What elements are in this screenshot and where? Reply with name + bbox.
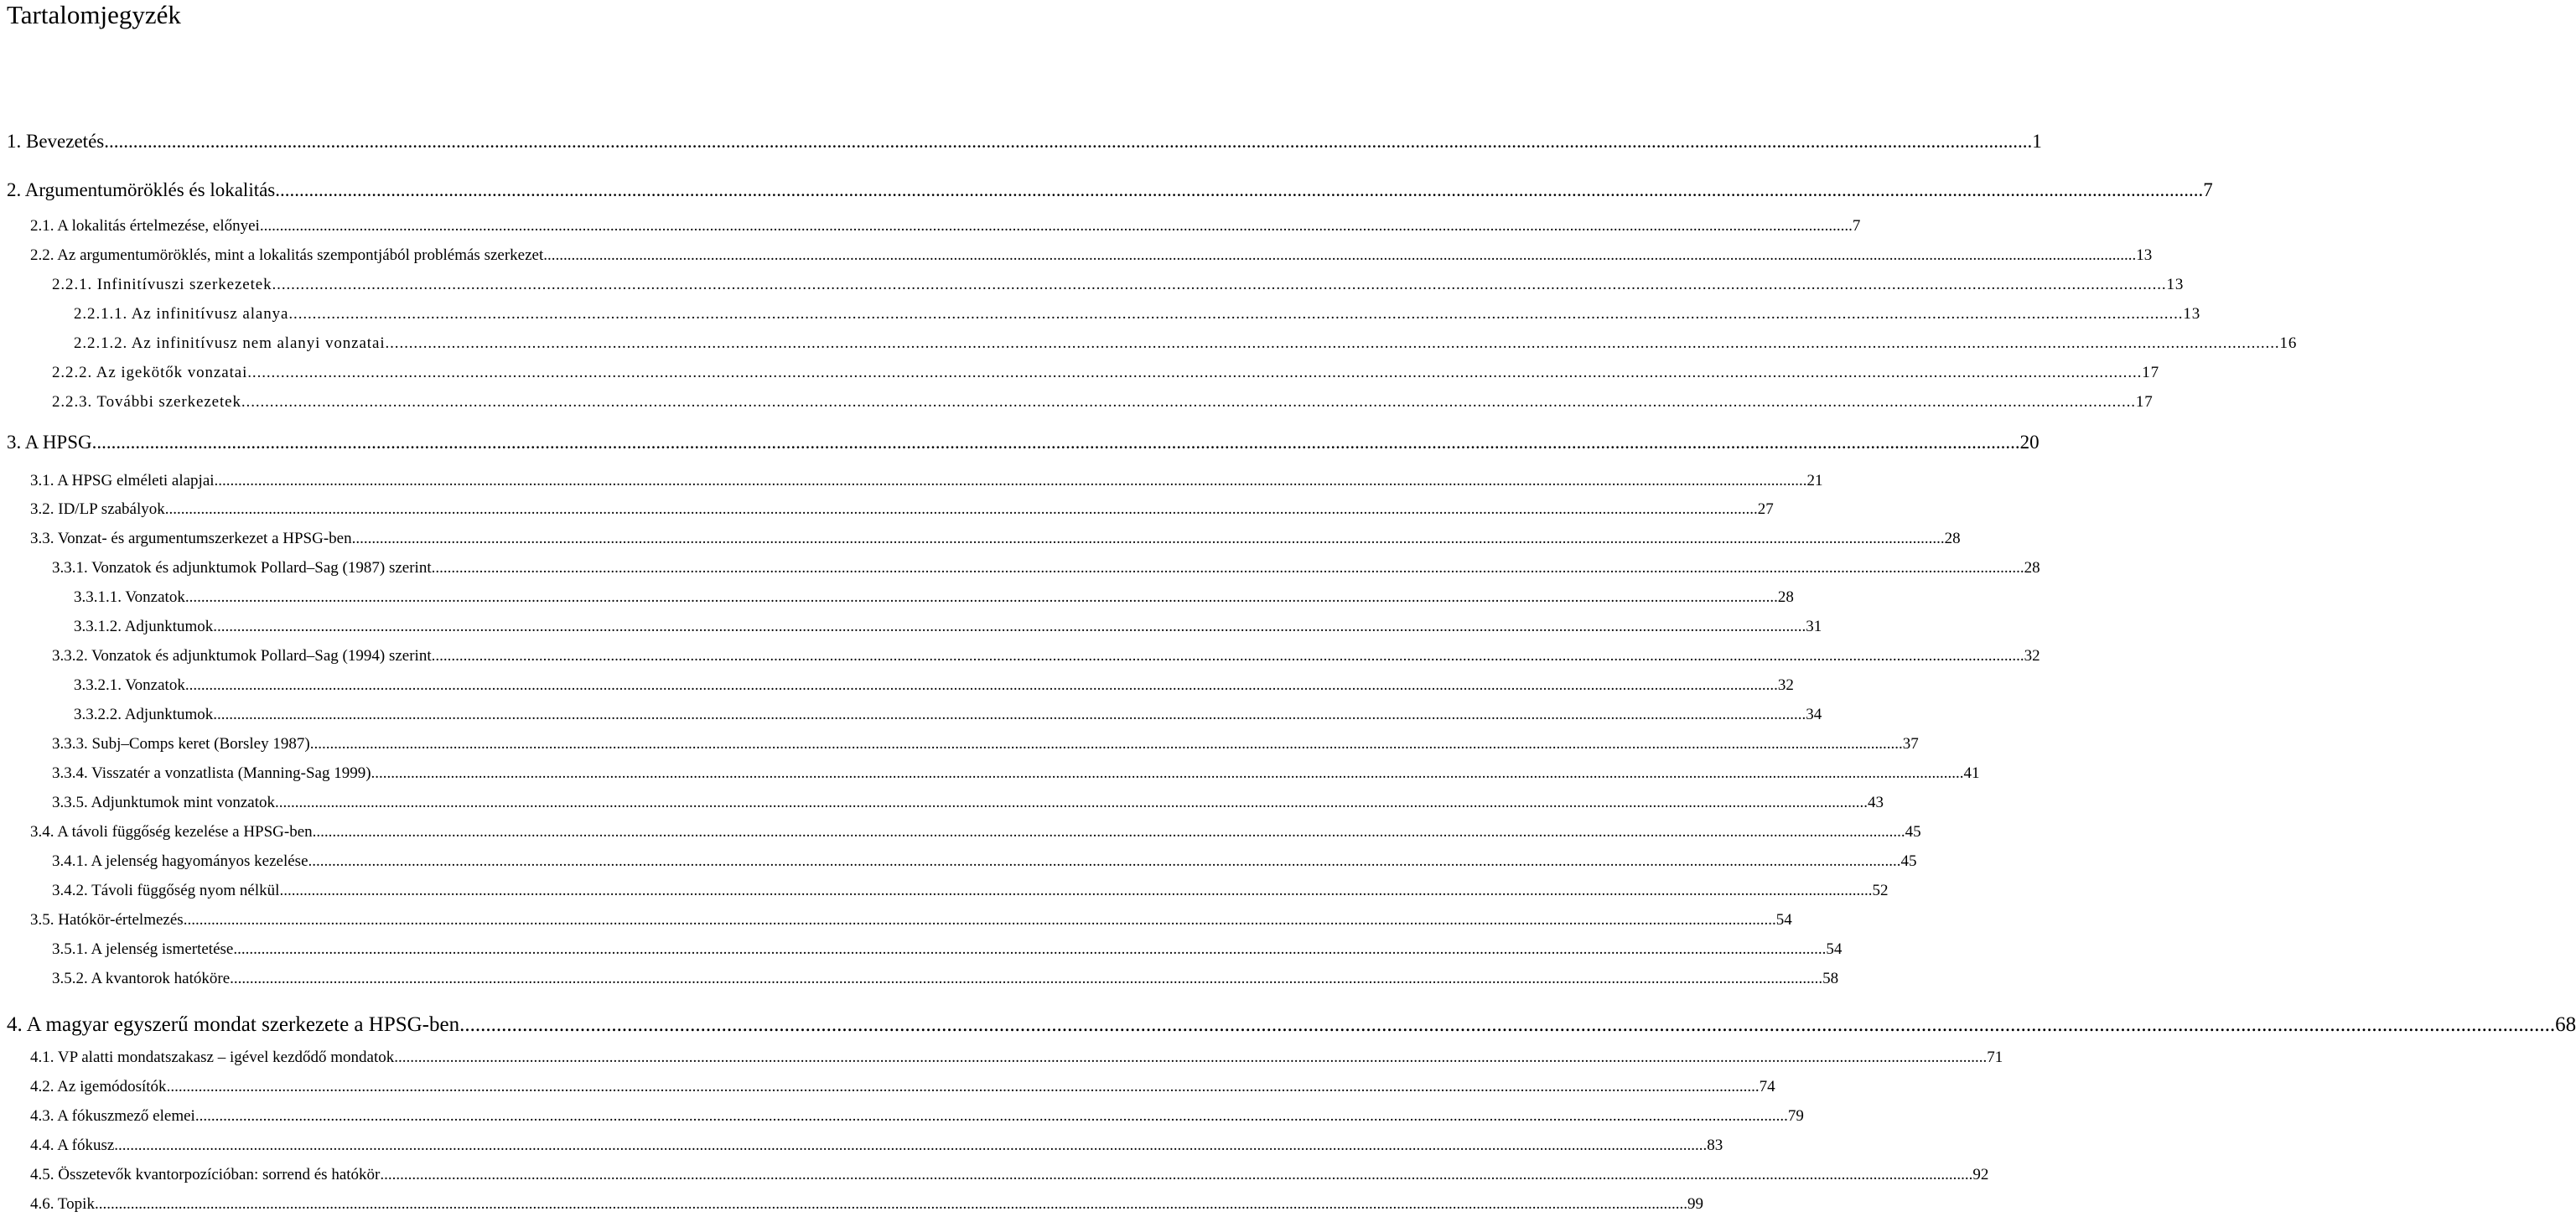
toc-leader-dots: ................................................................................................................................................................................................................................................................................................................................................................................................................ bbox=[431, 647, 2024, 665]
toc-entry bbox=[30, 1136, 1723, 1156]
toc-leader-dots: ................................................................................................................................................................................................................................................................................................................................................................................................................ bbox=[272, 276, 2167, 293]
toc-entry bbox=[52, 275, 2185, 295]
toc-entry bbox=[30, 529, 1961, 549]
toc-entry-label: 4.4. A fókusz bbox=[30, 1137, 115, 1154]
toc-entry-label: 3.3.2. Vonzatok és adjunktumok Pollard–Sag (1994) szerint bbox=[52, 647, 432, 665]
toc-entry bbox=[52, 940, 1843, 960]
toc-entry bbox=[52, 764, 1980, 784]
toc-entry-page-number: 79 bbox=[1787, 1107, 1804, 1125]
toc-entry-page-number: 16 bbox=[2279, 334, 2298, 352]
toc-entry-page-number: 43 bbox=[1868, 794, 1884, 811]
page-title: Tartalomjegyzék bbox=[7, 0, 181, 29]
toc-entry-page-number: 27 bbox=[1757, 500, 1774, 518]
toc-entry-page-number: 13 bbox=[2183, 305, 2201, 323]
toc-entry-label: 2.2.3. További szerkezetek bbox=[52, 393, 241, 411]
toc-entry-page-number: 92 bbox=[1972, 1166, 1989, 1183]
toc-leader-dots: ................................................................................................................................................................................................................................................................................................................................................................................................................ bbox=[183, 911, 1776, 929]
toc-leader-dots: ................................................................................................................................................................................................................................................................................................................................................................................................................ bbox=[351, 530, 1945, 547]
toc-leader-dots: ................................................................................................................................................................................................................................................................................................................................................................................................................ bbox=[394, 1049, 1988, 1066]
toc-entry bbox=[52, 793, 1884, 813]
toc-entry-label: 2. Argumentumöröklés és lokalitás bbox=[7, 179, 276, 200]
toc-entry bbox=[30, 471, 1823, 491]
toc-entry-page-number: 1 bbox=[2032, 131, 2042, 152]
toc-entry bbox=[30, 822, 1921, 842]
toc-entry bbox=[30, 1165, 1989, 1185]
toc-entry-label: 3.5.2. A kvantorok hatóköre bbox=[52, 970, 231, 987]
toc-leader-dots: ................................................................................................................................................................................................................................................................................................................................................................................................................ bbox=[233, 940, 1827, 958]
toc-entry bbox=[30, 1048, 2003, 1068]
toc-leader-dots: ................................................................................................................................................................................................................................................................................................................................................................................................................ bbox=[385, 334, 2280, 352]
toc-entry-label: 2.2. Az argumentumöröklés, mint a lokalitás szempontjából problémás szerkezet bbox=[30, 246, 544, 264]
toc-entry bbox=[7, 1013, 2576, 1037]
toc-leader-dots: ................................................................................................................................................................................................................................................................................................................................................................................................................ bbox=[241, 393, 2136, 411]
toc-leader-dots: ................................................................................................................................................................................................................................................................................................................................................................................................................ bbox=[213, 706, 1806, 723]
toc-entry-label: 3.3.1. Vonzatok és adjunktumok Pollard–Sag (1987) szerint bbox=[52, 559, 432, 577]
toc-entry-page-number: 7 bbox=[1852, 217, 1861, 235]
toc-leader-dots: ................................................................................................................................................................................................................................................................................................................................................................................................................ bbox=[114, 1137, 1708, 1154]
toc-leader-dots: ................................................................................................................................................................................................................................................................................................................................................................................................................ bbox=[308, 852, 1901, 870]
toc-entry-label: 3.3.2.2. Adjunktumok bbox=[74, 706, 214, 723]
toc-leader-dots: ................................................................................................................................................................................................................................................................................................................................................................................................................ bbox=[104, 131, 2033, 152]
toc-entry bbox=[74, 705, 1822, 725]
toc-leader-dots: ................................................................................................................................................................................................................................................................................................................................................................................................................ bbox=[194, 1107, 1788, 1125]
toc-entry-label: 3.2. ID/LP szabályok bbox=[30, 500, 165, 518]
toc-entry-page-number: 74 bbox=[1759, 1078, 1775, 1095]
toc-entry-page-number: 31 bbox=[1806, 618, 1822, 635]
toc-entry-label: 2.1. A lokalitás értelmezése, előnyei bbox=[30, 217, 260, 235]
toc-leader-dots: ................................................................................................................................................................................................................................................................................................................................................................................................................ bbox=[543, 246, 2137, 264]
toc-entry bbox=[30, 1077, 1775, 1097]
toc-entry-label: 4.3. A fókuszmező elemei bbox=[30, 1107, 195, 1125]
toc-leader-dots: ................................................................................................................................................................................................................................................................................................................................................................................................................ bbox=[459, 1013, 2556, 1036]
toc-entry-page-number: 7 bbox=[2203, 179, 2213, 200]
toc-entry-page-number: 32 bbox=[1777, 676, 1794, 694]
toc-entry-page-number: 68 bbox=[2555, 1013, 2576, 1036]
toc-entry-label: 2.2.1.1. Az infinitívusz alanya bbox=[74, 305, 289, 323]
toc-entry bbox=[52, 558, 2040, 578]
toc-entry-page-number: 37 bbox=[1902, 735, 1919, 753]
toc-entry-page-number: 28 bbox=[2024, 559, 2040, 577]
toc-entry bbox=[7, 179, 2213, 201]
toc-entry-page-number: 52 bbox=[1872, 882, 1889, 899]
toc-leader-dots: ................................................................................................................................................................................................................................................................................................................................................................................................................ bbox=[288, 305, 2184, 323]
toc-entry-label: 1. Bevezetés bbox=[7, 131, 105, 152]
toc-entry-page-number: 17 bbox=[2142, 364, 2160, 381]
toc-entry-page-number: 13 bbox=[2136, 246, 2153, 264]
toc-entry bbox=[30, 910, 1792, 930]
toc-entry bbox=[30, 216, 1861, 236]
toc-leader-dots: ................................................................................................................................................................................................................................................................................................................................................................................................................ bbox=[279, 882, 1873, 899]
toc-leader-dots: ................................................................................................................................................................................................................................................................................................................................................................................................................ bbox=[312, 823, 1905, 841]
toc-leader-dots: ................................................................................................................................................................................................................................................................................................................................................................................................................ bbox=[91, 432, 2020, 453]
toc-entry-page-number: 71 bbox=[1987, 1049, 2003, 1066]
toc-entry-page-number: 34 bbox=[1806, 706, 1822, 723]
toc-entry-page-number: 99 bbox=[1687, 1195, 1703, 1213]
toc-entry-label: 3.4.2. Távoli függőség nyom nélkül bbox=[52, 882, 280, 899]
toc-entry-label: 4. A magyar egyszerű mondat szerkezete a HPSG-ben bbox=[7, 1013, 460, 1036]
toc-entry-label: 4.6. Topik bbox=[30, 1195, 95, 1213]
toc-entry-label: 3.4. A távoli függőség kezelése a HPSG-ben bbox=[30, 823, 313, 841]
toc-entry-page-number: 28 bbox=[1777, 588, 1794, 606]
toc-entry-label: 3.3.1.1. Vonzatok bbox=[74, 588, 185, 606]
toc-entry bbox=[52, 363, 2160, 383]
toc-entry-page-number: 54 bbox=[1775, 911, 1792, 929]
toc-entry-page-number: 58 bbox=[1822, 970, 1839, 987]
toc-entry bbox=[52, 646, 2040, 666]
toc-entry-page-number: 32 bbox=[2024, 647, 2040, 665]
toc-leader-dots: ................................................................................................................................................................................................................................................................................................................................................................................................................ bbox=[431, 559, 2024, 577]
toc-entry-label: 3.3.1.2. Adjunktumok bbox=[74, 618, 214, 635]
toc-entry-label: 2.2.2. Az igekötők vonzatai bbox=[52, 364, 248, 381]
toc-entry bbox=[52, 392, 2154, 412]
toc-entry bbox=[74, 588, 1794, 608]
toc-entry-label: 3.5.1. A jelenség ismertetése bbox=[52, 940, 234, 958]
toc-entry-label: 3.4.1. A jelenség hagyományos kezelése bbox=[52, 852, 308, 870]
toc-leader-dots: ................................................................................................................................................................................................................................................................................................................................................................................................................ bbox=[213, 618, 1806, 635]
toc-entry-page-number: 83 bbox=[1707, 1137, 1723, 1154]
toc-entry bbox=[52, 734, 1919, 754]
toc-entry-label: 3.3.3. Subj–Comps keret (Borsley 1987) bbox=[52, 735, 310, 753]
toc-entry bbox=[7, 131, 2042, 153]
toc-entry bbox=[30, 246, 2153, 266]
toc-entry-label: 3.5. Hatókör-értelmezés bbox=[30, 911, 184, 929]
toc-entry bbox=[74, 676, 1794, 696]
toc-entry-label: 3.3.4. Visszatér a vonzatlista (Manning-Sag 1999) bbox=[52, 764, 371, 782]
toc-entry-page-number: 41 bbox=[1963, 764, 1980, 782]
toc-entry bbox=[30, 1194, 1703, 1214]
toc-leader-dots: ................................................................................................................................................................................................................................................................................................................................................................................................................ bbox=[371, 764, 1964, 782]
toc-entry-label: 3. A HPSG bbox=[7, 432, 92, 453]
toc-entry bbox=[30, 1106, 1804, 1126]
toc-leader-dots: ................................................................................................................................................................................................................................................................................................................................................................................................................ bbox=[214, 472, 1807, 489]
toc-entry-page-number: 54 bbox=[1826, 940, 1843, 958]
toc-leader-dots: ................................................................................................................................................................................................................................................................................................................................................................................................................ bbox=[184, 676, 1778, 694]
toc-entry-page-number: 28 bbox=[1944, 530, 1961, 547]
toc-entry-label: 2.2.1.2. Az infinitívusz nem alanyi vonzatai bbox=[74, 334, 386, 352]
toc-entry-page-number: 45 bbox=[1905, 823, 1921, 841]
toc-entry-label: 2.2.1. Infinitívuszi szerkezetek bbox=[52, 276, 272, 293]
toc-leader-dots: ................................................................................................................................................................................................................................................................................................................................................................................................................ bbox=[275, 179, 2204, 200]
toc-entry-page-number: 17 bbox=[2135, 393, 2154, 411]
toc-entry-page-number: 13 bbox=[2166, 276, 2185, 293]
toc-entry bbox=[30, 500, 1774, 520]
toc-leader-dots: ................................................................................................................................................................................................................................................................................................................................................................................................................ bbox=[230, 970, 1823, 987]
toc-leader-dots: ................................................................................................................................................................................................................................................................................................................................................................................................................ bbox=[380, 1166, 1973, 1183]
toc-entry-label: 4.1. VP alatti mondatszakasz – igével kezdődő mondatok bbox=[30, 1049, 395, 1066]
toc-entry-label: 3.3. Vonzat- és argumentumszerkezet a HPSG-ben bbox=[30, 530, 352, 547]
toc-entry-page-number: 20 bbox=[2019, 432, 2040, 453]
toc-leader-dots: ................................................................................................................................................................................................................................................................................................................................................................................................................ bbox=[275, 794, 1868, 811]
toc-leader-dots: ................................................................................................................................................................................................................................................................................................................................................................................................................ bbox=[94, 1195, 1687, 1213]
toc-entry-label: 4.2. Az igemódosítók bbox=[30, 1078, 167, 1095]
toc-leader-dots: ................................................................................................................................................................................................................................................................................................................................................................................................................ bbox=[166, 1078, 1760, 1095]
toc-leader-dots: ................................................................................................................................................................................................................................................................................................................................................................................................................ bbox=[247, 364, 2143, 381]
toc-entry bbox=[74, 334, 2298, 354]
toc-entry-label: 3.3.5. Adjunktumok mint vonzatok bbox=[52, 794, 275, 811]
toc-leader-dots: ................................................................................................................................................................................................................................................................................................................................................................................................................ bbox=[309, 735, 1903, 753]
toc-entry-label: 4.5. Összetevők kvantorpozícióban: sorrend és hatókör bbox=[30, 1166, 381, 1183]
toc-entry-page-number: 21 bbox=[1806, 472, 1823, 489]
toc-entry-label: 3.3.2.1. Vonzatok bbox=[74, 676, 185, 694]
toc-entry-label: 3.1. A HPSG elméleti alapjai bbox=[30, 472, 215, 489]
toc-leader-dots: ................................................................................................................................................................................................................................................................................................................................................................................................................ bbox=[164, 500, 1758, 518]
toc-entry bbox=[52, 969, 1839, 989]
toc-entry bbox=[52, 881, 1889, 901]
toc-leader-dots: ................................................................................................................................................................................................................................................................................................................................................................................................................ bbox=[259, 217, 1853, 235]
toc-leader-dots: ................................................................................................................................................................................................................................................................................................................................................................................................................ bbox=[184, 588, 1778, 606]
toc-entry bbox=[7, 432, 2040, 453]
toc-entry bbox=[74, 304, 2201, 324]
toc-entry-page-number: 45 bbox=[1900, 852, 1917, 870]
toc-entry bbox=[74, 617, 1822, 637]
toc-entry bbox=[52, 852, 1917, 872]
